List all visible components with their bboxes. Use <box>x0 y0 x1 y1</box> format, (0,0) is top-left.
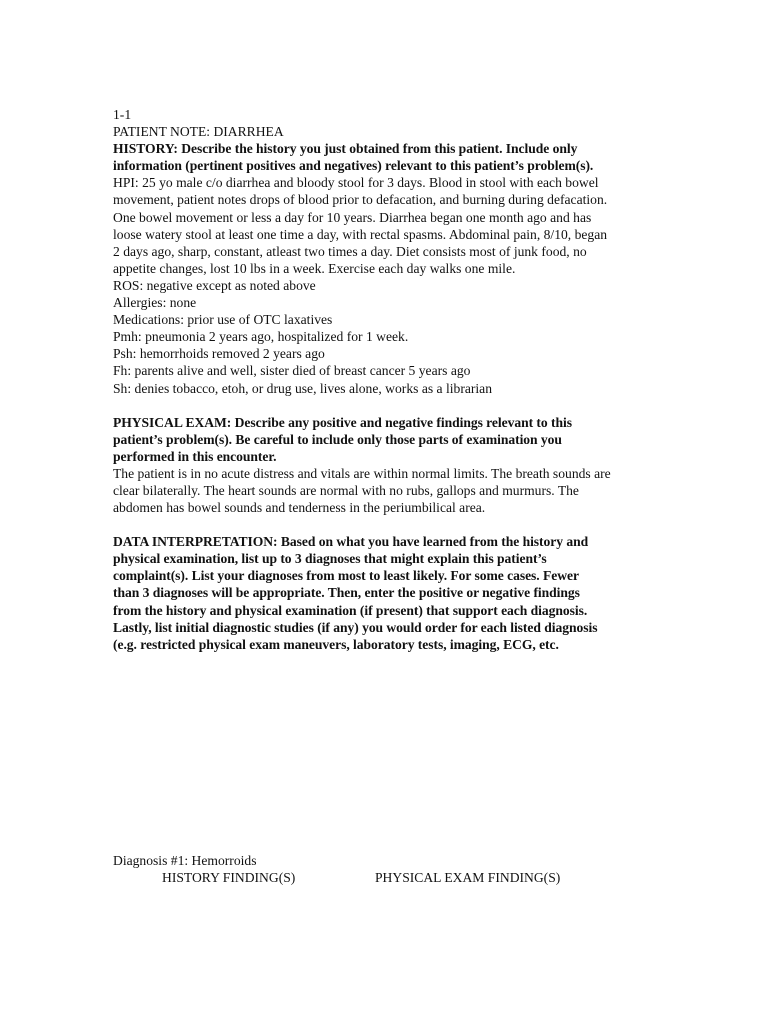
data-interpretation-prompt-line: than 3 diagnoses will be appropriate. Then, enter the positive or negative findings <box>113 585 580 601</box>
pmh-line: Pmh: pneumonia 2 years ago, hospitalized for 1 week. <box>113 329 409 345</box>
history-findings-header: HISTORY FINDING(S) <box>162 870 296 885</box>
hpi-line: One bowel movement or less a day for 10 years. Diarrhea began one month ago and has <box>113 209 592 225</box>
physical-exam-finding-line: abdomen has bowel sounds and tenderness in the periumbilical area. <box>113 500 486 516</box>
data-interpretation-prompt-line: Lastly, list initial diagnostic studies (if any) you would order for each listed diagnosis <box>113 619 598 635</box>
allergies-line: Allergies: none <box>113 295 197 311</box>
physical-exam-prompt-line: patient’s problem(s). Be careful to include only those parts of examination you <box>113 431 562 447</box>
history-prompt-line: HISTORY: Describe the history you just obtained from this patient. Include only <box>113 141 578 157</box>
physical-exam-prompt-line: PHYSICAL EXAM: Describe any positive and negative findings relevant to this <box>113 414 572 430</box>
sh-line: Sh: denies tobacco, etoh, or drug use, lives alone, works as a librarian <box>113 380 493 396</box>
case-id: 1-1 <box>113 107 132 122</box>
hpi-line: movement, patient notes drops of blood prior to defacation, and burning during defacation. <box>113 192 608 208</box>
hpi-line: 2 days ago, sharp, constant, atleast two times a day. Diet consists most of junk food, no <box>113 243 587 259</box>
psh-line: Psh: hemorrhoids removed 2 years ago <box>113 346 325 362</box>
medications-line: Medications: prior use of OTC laxatives <box>113 312 333 328</box>
patient-note-document <box>113 106 658 653</box>
data-interpretation-prompt-line: (e.g. restricted physical exam maneuvers, laboratory tests, imaging, ECG, etc. <box>113 636 559 652</box>
data-interpretation-prompt-line: complaint(s). List your diagnoses from most to least likely. For some cases. Fewer <box>113 568 579 584</box>
note-title: PATIENT NOTE: DIARRHEA <box>113 124 284 140</box>
hpi-line: appetite changes, lost 10 lbs in a week. Exercise each day walks one mile. <box>113 260 516 276</box>
physical-exam-finding-line: The patient is in no acute distress and vitals are within normal limits. The breath sounds are <box>113 465 611 481</box>
data-interpretation-prompt-line: from the history and physical examination (if present) that support each diagnosis. <box>113 602 588 618</box>
diagnosis-1-label: Diagnosis #1: Hemorroids <box>113 853 257 868</box>
hpi-line: HPI: 25 yo male c/o diarrhea and bloody stool for 3 days. Blood in stool with each bowel <box>113 175 599 191</box>
physical-exam-findings-header: PHYSICAL EXAM FINDING(S) <box>375 870 561 885</box>
data-interpretation-prompt-line: DATA INTERPRETATION: Based on what you have learned from the history and <box>113 534 589 550</box>
physical-exam-prompt-line: performed in this encounter. <box>113 448 277 464</box>
section-spacer <box>113 516 658 533</box>
ros-line: ROS: negative except as noted above <box>113 277 316 293</box>
history-prompt-line: information (pertinent positives and negatives) relevant to this patient’s problem(s). <box>113 158 594 174</box>
section-spacer <box>113 397 658 414</box>
physical-exam-finding-line: clear bilaterally. The heart sounds are normal with no rubs, gallops and murmurs. The <box>113 482 579 498</box>
data-interpretation-prompt-line: physical examination, list up to 3 diagnoses that might explain this patient’s <box>113 551 547 567</box>
fh-line: Fh: parents alive and well, sister died of breast cancer 5 years ago <box>113 363 471 379</box>
hpi-line: loose watery stool at least one time a day, with rectal spasms. Abdominal pain, 8/10, began <box>113 226 608 242</box>
